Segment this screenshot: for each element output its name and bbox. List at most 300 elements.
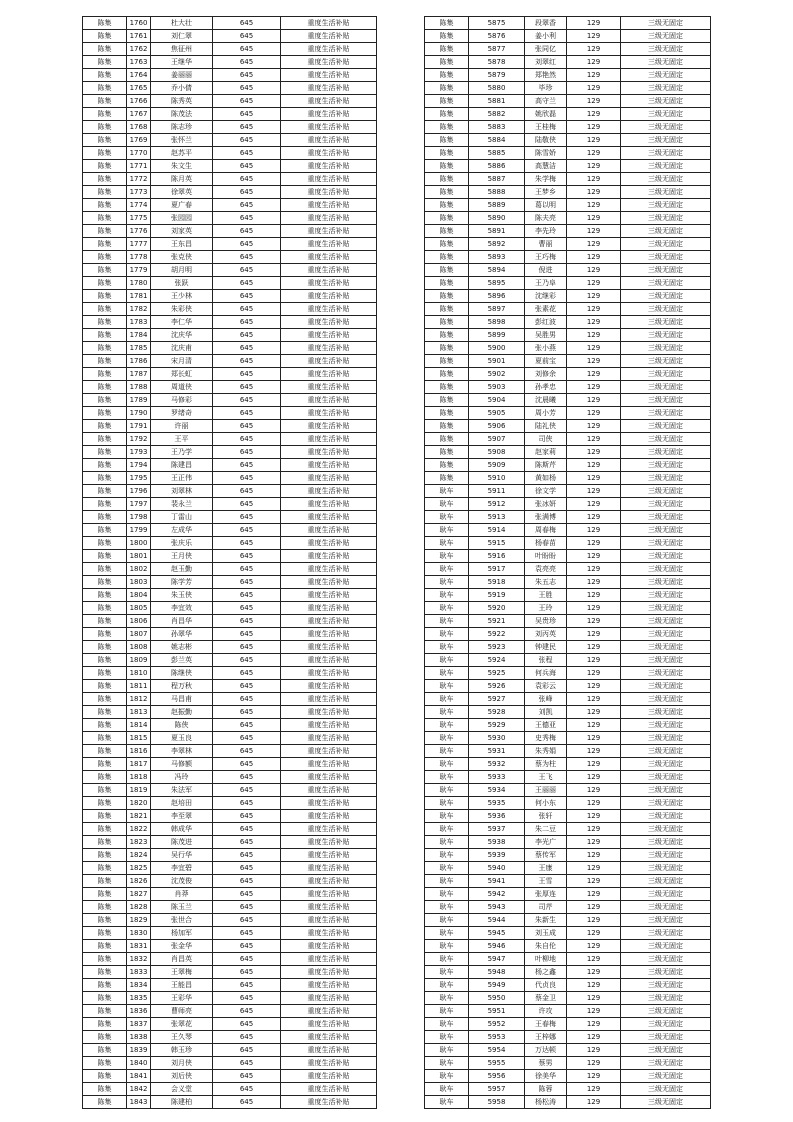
town-cell: 陈集 <box>83 368 127 381</box>
amount-cell: 129 <box>567 433 621 446</box>
town-cell: 耿车 <box>425 940 469 953</box>
category-cell: 三级无固定 <box>621 1031 711 1044</box>
serial-cell: 5880 <box>469 82 525 95</box>
name-cell: 朱二豆 <box>525 823 567 836</box>
table-row <box>425 628 711 641</box>
town-cell: 陈集 <box>83 472 127 485</box>
category-cell: 重度生活补贴 <box>281 459 377 472</box>
town-cell: 耿车 <box>425 901 469 914</box>
amount-cell: 645 <box>213 524 281 537</box>
table-row <box>425 732 711 745</box>
category-cell: 三级无固定 <box>621 953 711 966</box>
town-cell: 耿车 <box>425 1018 469 1031</box>
name-cell: 陈夫亮 <box>525 212 567 225</box>
amount-cell: 129 <box>567 199 621 212</box>
name-cell: 王久琴 <box>151 1031 213 1044</box>
amount-cell: 645 <box>213 147 281 160</box>
name-cell: 段翠香 <box>525 17 567 30</box>
name-cell: 朱文生 <box>151 160 213 173</box>
category-cell: 重度生活补贴 <box>281 875 377 888</box>
serial-cell: 5911 <box>469 485 525 498</box>
serial-cell: 1818 <box>127 771 151 784</box>
town-cell: 陈集 <box>83 1057 127 1070</box>
town-cell: 耿车 <box>425 680 469 693</box>
table-row <box>83 654 377 667</box>
serial-cell: 1768 <box>127 121 151 134</box>
serial-cell: 5937 <box>469 823 525 836</box>
name-cell: 杨松涛 <box>525 1096 567 1109</box>
name-cell: 赵振勤 <box>151 706 213 719</box>
town-cell: 耿车 <box>425 667 469 680</box>
table-row <box>83 966 377 979</box>
town-cell: 陈集 <box>425 238 469 251</box>
town-cell: 陈集 <box>83 589 127 602</box>
town-cell: 陈集 <box>83 888 127 901</box>
name-cell: 高守兰 <box>525 95 567 108</box>
town-cell: 陈集 <box>425 251 469 264</box>
serial-cell: 5939 <box>469 849 525 862</box>
category-cell: 三级无固定 <box>621 797 711 810</box>
table-row <box>83 381 377 394</box>
table-row <box>425 368 711 381</box>
amount-cell: 645 <box>213 368 281 381</box>
table-row <box>83 901 377 914</box>
serial-cell: 1788 <box>127 381 151 394</box>
amount-cell: 645 <box>213 56 281 69</box>
town-cell: 陈集 <box>83 433 127 446</box>
table-row <box>83 524 377 537</box>
name-cell: 张冰妍 <box>525 498 567 511</box>
town-cell: 耿车 <box>425 758 469 771</box>
town-cell: 陈集 <box>83 940 127 953</box>
name-cell: 宋月清 <box>151 355 213 368</box>
category-cell: 重度生活补贴 <box>281 706 377 719</box>
serial-cell: 1794 <box>127 459 151 472</box>
name-cell: 会义堂 <box>151 1083 213 1096</box>
category-cell: 三级无固定 <box>621 264 711 277</box>
amount-cell: 645 <box>213 550 281 563</box>
amount-cell: 129 <box>567 173 621 186</box>
name-cell: 王平 <box>151 433 213 446</box>
table-row <box>83 979 377 992</box>
table-row <box>425 524 711 537</box>
serial-cell: 5902 <box>469 368 525 381</box>
category-cell: 重度生活补贴 <box>281 732 377 745</box>
name-cell: 张素花 <box>525 303 567 316</box>
category-cell: 重度生活补贴 <box>281 537 377 550</box>
name-cell: 王丽丽 <box>525 784 567 797</box>
table-row <box>83 667 377 680</box>
category-cell: 重度生活补贴 <box>281 368 377 381</box>
serial-cell: 1801 <box>127 550 151 563</box>
category-cell: 三级无固定 <box>621 1096 711 1109</box>
table-row <box>425 459 711 472</box>
amount-cell: 129 <box>567 797 621 810</box>
category-cell: 三级无固定 <box>621 498 711 511</box>
town-cell: 陈集 <box>425 446 469 459</box>
amount-cell: 645 <box>213 134 281 147</box>
category-cell: 三级无固定 <box>621 160 711 173</box>
category-cell: 三级无固定 <box>621 121 711 134</box>
table-row <box>425 992 711 1005</box>
town-cell: 陈集 <box>83 758 127 771</box>
category-cell: 三级无固定 <box>621 316 711 329</box>
amount-cell: 129 <box>567 1057 621 1070</box>
name-cell: 李先玲 <box>525 225 567 238</box>
town-cell: 陈集 <box>83 511 127 524</box>
amount-cell: 129 <box>567 30 621 43</box>
serial-cell: 1838 <box>127 1031 151 1044</box>
town-cell: 耿车 <box>425 602 469 615</box>
table-row <box>83 30 377 43</box>
table-row <box>425 303 711 316</box>
table-row <box>425 823 711 836</box>
amount-cell: 129 <box>567 420 621 433</box>
name-cell: 张园园 <box>151 212 213 225</box>
name-cell: 裴永兰 <box>151 498 213 511</box>
serial-cell: 5925 <box>469 667 525 680</box>
table-row <box>425 550 711 563</box>
category-cell: 三级无固定 <box>621 56 711 69</box>
town-cell: 陈集 <box>425 30 469 43</box>
name-cell: 王胜 <box>525 589 567 602</box>
table-row <box>83 1031 377 1044</box>
name-cell: 马昌甫 <box>151 693 213 706</box>
name-cell: 陈玉兰 <box>151 901 213 914</box>
name-cell: 韩成华 <box>151 823 213 836</box>
name-cell: 夏广春 <box>151 199 213 212</box>
town-cell: 陈集 <box>425 56 469 69</box>
amount-cell: 645 <box>213 602 281 615</box>
table-row <box>425 160 711 173</box>
name-cell: 左成华 <box>151 524 213 537</box>
name-cell: 郑长虹 <box>151 368 213 381</box>
name-cell: 王少林 <box>151 290 213 303</box>
name-cell: 王德亚 <box>525 719 567 732</box>
table-row <box>83 602 377 615</box>
amount-cell: 645 <box>213 485 281 498</box>
serial-cell: 1761 <box>127 30 151 43</box>
amount-cell: 129 <box>567 823 621 836</box>
category-cell: 重度生活补贴 <box>281 615 377 628</box>
name-cell: 朱彩侠 <box>151 303 213 316</box>
table-row <box>83 589 377 602</box>
town-cell: 陈集 <box>83 498 127 511</box>
serial-cell: 1821 <box>127 810 151 823</box>
serial-cell: 1763 <box>127 56 151 69</box>
table-row <box>425 849 711 862</box>
category-cell: 重度生活补贴 <box>281 407 377 420</box>
table-row <box>83 472 377 485</box>
name-cell: 张克侠 <box>151 251 213 264</box>
table-row <box>83 732 377 745</box>
category-cell: 三级无固定 <box>621 836 711 849</box>
table-row <box>83 628 377 641</box>
table-row <box>83 888 377 901</box>
amount-cell: 129 <box>567 303 621 316</box>
category-cell: 重度生活补贴 <box>281 836 377 849</box>
serial-cell: 1810 <box>127 667 151 680</box>
serial-cell: 1825 <box>127 862 151 875</box>
name-cell: 刘玉成 <box>525 927 567 940</box>
serial-cell: 5934 <box>469 784 525 797</box>
town-cell: 耿车 <box>425 524 469 537</box>
table-row <box>425 251 711 264</box>
serial-cell: 5876 <box>469 30 525 43</box>
table-row <box>425 394 711 407</box>
name-cell: 王康 <box>525 862 567 875</box>
name-cell: 陈秀英 <box>151 95 213 108</box>
name-cell: 吴贵珍 <box>525 615 567 628</box>
table-row <box>83 641 377 654</box>
table-row <box>83 238 377 251</box>
serial-cell: 1808 <box>127 641 151 654</box>
amount-cell: 129 <box>567 628 621 641</box>
amount-cell: 129 <box>567 134 621 147</box>
town-cell: 陈集 <box>83 147 127 160</box>
town-cell: 陈集 <box>83 134 127 147</box>
amount-cell: 129 <box>567 667 621 680</box>
table-row <box>83 225 377 238</box>
table-row <box>425 836 711 849</box>
serial-cell: 1815 <box>127 732 151 745</box>
table-row <box>83 745 377 758</box>
serial-cell: 1827 <box>127 888 151 901</box>
category-cell: 三级无固定 <box>621 407 711 420</box>
category-cell: 三级无固定 <box>621 1005 711 1018</box>
serial-cell: 5946 <box>469 940 525 953</box>
table-row <box>425 264 711 277</box>
town-cell: 耿车 <box>425 1070 469 1083</box>
category-cell: 重度生活补贴 <box>281 576 377 589</box>
serial-cell: 5955 <box>469 1057 525 1070</box>
amount-cell: 129 <box>567 147 621 160</box>
table-row <box>83 342 377 355</box>
table-row <box>425 381 711 394</box>
serial-cell: 1765 <box>127 82 151 95</box>
table-row <box>83 862 377 875</box>
amount-cell: 129 <box>567 1070 621 1083</box>
name-cell: 黄如杨 <box>525 472 567 485</box>
serial-cell: 1809 <box>127 654 151 667</box>
town-cell: 陈集 <box>83 17 127 30</box>
town-cell: 陈集 <box>83 264 127 277</box>
table-row <box>83 394 377 407</box>
town-cell: 陈集 <box>83 160 127 173</box>
amount-cell: 645 <box>213 693 281 706</box>
table-row <box>83 693 377 706</box>
name-cell: 沈继彩 <box>525 290 567 303</box>
town-cell: 耿车 <box>425 836 469 849</box>
serial-cell: 5877 <box>469 43 525 56</box>
category-cell: 重度生活补贴 <box>281 1096 377 1109</box>
amount-cell: 129 <box>567 316 621 329</box>
serial-cell: 5887 <box>469 173 525 186</box>
amount-cell: 129 <box>567 1044 621 1057</box>
table-row <box>83 914 377 927</box>
serial-cell: 1837 <box>127 1018 151 1031</box>
name-cell: 赵玉勤 <box>151 563 213 576</box>
table-row <box>83 992 377 1005</box>
category-cell: 重度生活补贴 <box>281 524 377 537</box>
amount-cell: 645 <box>213 732 281 745</box>
category-cell: 重度生活补贴 <box>281 108 377 121</box>
name-cell: 朱自伦 <box>525 940 567 953</box>
table-row <box>425 1018 711 1031</box>
name-cell: 叶柳地 <box>525 953 567 966</box>
serial-cell: 1830 <box>127 927 151 940</box>
name-cell: 夏前宝 <box>525 355 567 368</box>
town-cell: 陈集 <box>83 290 127 303</box>
amount-cell: 129 <box>567 43 621 56</box>
name-cell: 王春梅 <box>525 1018 567 1031</box>
name-cell: 周春梅 <box>525 524 567 537</box>
amount-cell: 645 <box>213 1044 281 1057</box>
category-cell: 三级无固定 <box>621 589 711 602</box>
table-row <box>83 563 377 576</box>
amount-cell: 645 <box>213 927 281 940</box>
name-cell: 夏玉良 <box>151 732 213 745</box>
serial-cell: 1817 <box>127 758 151 771</box>
serial-cell: 1776 <box>127 225 151 238</box>
table-row <box>83 433 377 446</box>
town-cell: 耿车 <box>425 628 469 641</box>
serial-cell: 1828 <box>127 901 151 914</box>
name-cell: 陈建柏 <box>151 1096 213 1109</box>
town-cell: 陈集 <box>83 615 127 628</box>
category-cell: 重度生活补贴 <box>281 992 377 1005</box>
amount-cell: 129 <box>567 264 621 277</box>
category-cell: 重度生活补贴 <box>281 1031 377 1044</box>
name-cell: 朱新生 <box>525 914 567 927</box>
name-cell: 万达顿 <box>525 1044 567 1057</box>
town-cell: 耿车 <box>425 771 469 784</box>
category-cell: 重度生活补贴 <box>281 121 377 134</box>
serial-cell: 5881 <box>469 95 525 108</box>
town-cell: 耿车 <box>425 589 469 602</box>
serial-cell: 5921 <box>469 615 525 628</box>
serial-cell: 1784 <box>127 329 151 342</box>
town-cell: 陈集 <box>83 342 127 355</box>
serial-cell: 5942 <box>469 888 525 901</box>
name-cell: 杨加军 <box>151 927 213 940</box>
amount-cell: 129 <box>567 394 621 407</box>
town-cell: 耿车 <box>425 563 469 576</box>
town-cell: 陈集 <box>83 836 127 849</box>
amount-cell: 645 <box>213 992 281 1005</box>
category-cell: 重度生活补贴 <box>281 82 377 95</box>
name-cell: 陆礼侠 <box>525 420 567 433</box>
category-cell: 三级无固定 <box>621 745 711 758</box>
name-cell: 马修额 <box>151 758 213 771</box>
table-row <box>83 121 377 134</box>
town-cell: 陈集 <box>425 82 469 95</box>
category-cell: 重度生活补贴 <box>281 888 377 901</box>
serial-cell: 5884 <box>469 134 525 147</box>
table-row <box>83 173 377 186</box>
name-cell: 葛以明 <box>525 199 567 212</box>
table-row <box>83 407 377 420</box>
serial-cell: 1807 <box>127 628 151 641</box>
category-cell: 三级无固定 <box>621 680 711 693</box>
serial-cell: 1813 <box>127 706 151 719</box>
name-cell: 陈茂进 <box>151 836 213 849</box>
name-cell: 孙翠华 <box>151 628 213 641</box>
serial-cell: 1781 <box>127 290 151 303</box>
town-cell: 耿车 <box>425 537 469 550</box>
amount-cell: 129 <box>567 927 621 940</box>
table-row <box>425 810 711 823</box>
table-row <box>83 940 377 953</box>
town-cell: 耿车 <box>425 576 469 589</box>
name-cell: 李宜碧 <box>151 862 213 875</box>
table-row <box>425 680 711 693</box>
serial-cell: 5928 <box>469 706 525 719</box>
category-cell: 重度生活补贴 <box>281 550 377 563</box>
table-row <box>425 693 711 706</box>
town-cell: 陈集 <box>83 420 127 433</box>
serial-cell: 5917 <box>469 563 525 576</box>
name-cell: 刘凯 <box>525 706 567 719</box>
category-cell: 重度生活补贴 <box>281 433 377 446</box>
town-cell: 陈集 <box>83 745 127 758</box>
amount-cell: 129 <box>567 108 621 121</box>
table-row <box>425 641 711 654</box>
table-row <box>425 329 711 342</box>
category-cell: 三级无固定 <box>621 277 711 290</box>
table-row <box>425 56 711 69</box>
serial-cell: 1779 <box>127 264 151 277</box>
amount-cell: 645 <box>213 810 281 823</box>
serial-cell: 1789 <box>127 394 151 407</box>
serial-cell: 5878 <box>469 56 525 69</box>
amount-cell: 645 <box>213 1057 281 1070</box>
serial-cell: 1839 <box>127 1044 151 1057</box>
town-cell: 陈集 <box>425 147 469 160</box>
town-cell: 耿车 <box>425 953 469 966</box>
name-cell: 蔡男 <box>525 1057 567 1070</box>
name-cell: 王继华 <box>151 56 213 69</box>
serial-cell: 5916 <box>469 550 525 563</box>
table-row <box>83 719 377 732</box>
amount-cell: 129 <box>567 758 621 771</box>
category-cell: 重度生活补贴 <box>281 420 377 433</box>
table-row <box>425 797 711 810</box>
town-cell: 陈集 <box>83 628 127 641</box>
name-cell: 王梓娜 <box>525 1031 567 1044</box>
town-cell: 陈集 <box>83 212 127 225</box>
serial-cell: 1829 <box>127 914 151 927</box>
table-row <box>425 147 711 160</box>
name-cell: 肖莽 <box>151 888 213 901</box>
table-row <box>83 186 377 199</box>
town-cell: 陈集 <box>83 524 127 537</box>
serial-cell: 5886 <box>469 160 525 173</box>
serial-cell: 1793 <box>127 446 151 459</box>
name-cell: 朱五志 <box>525 576 567 589</box>
town-cell: 陈集 <box>425 368 469 381</box>
table-row <box>425 563 711 576</box>
category-cell: 三级无固定 <box>621 966 711 979</box>
name-cell: 王东昌 <box>151 238 213 251</box>
category-cell: 三级无固定 <box>621 940 711 953</box>
town-cell: 陈集 <box>83 953 127 966</box>
town-cell: 耿车 <box>425 550 469 563</box>
table-row <box>425 472 711 485</box>
amount-cell: 129 <box>567 329 621 342</box>
amount-cell: 129 <box>567 160 621 173</box>
name-cell: 姚志彬 <box>151 641 213 654</box>
